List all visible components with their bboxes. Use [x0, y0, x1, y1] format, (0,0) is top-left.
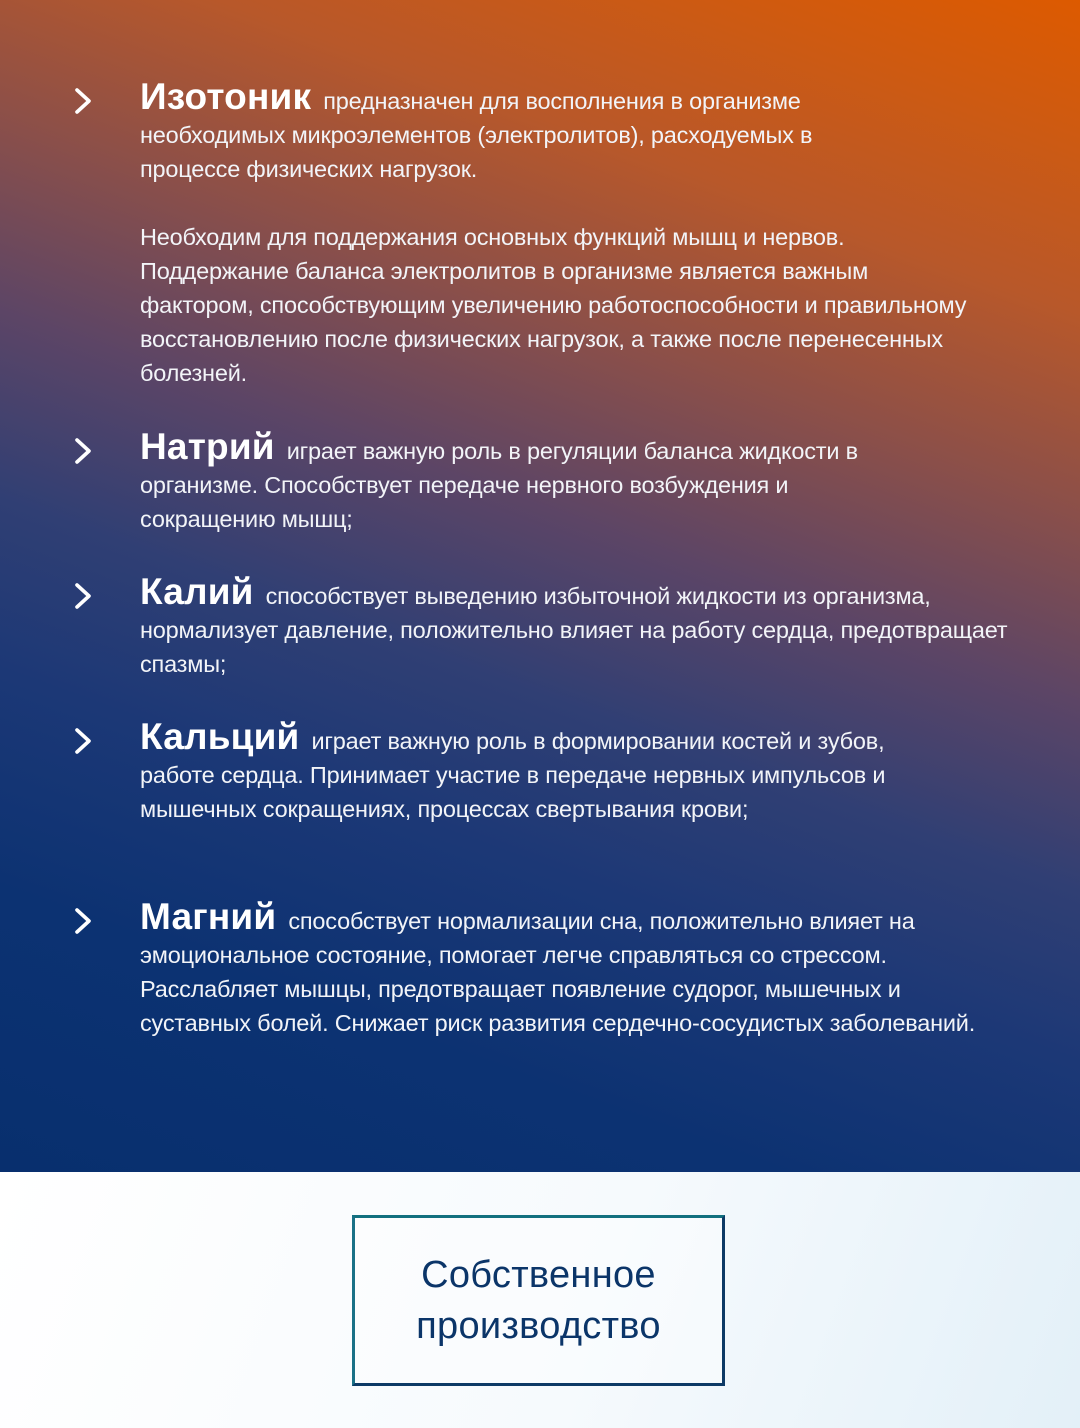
own-production-badge [352, 1215, 725, 1386]
item-text [140, 571, 1040, 681]
chevron-right-icon [68, 906, 98, 936]
item-text [140, 426, 920, 536]
chevron-right-icon [68, 436, 98, 466]
item-description: играет важную роль в формировании костей и зубов, работе сердца. Принимает участие в передаче нервных импульсов и мышечных сокращениях, процессах свертывания крови; [140, 728, 886, 822]
badge-line-2: производство [416, 1304, 661, 1347]
chevron-right-icon [68, 86, 98, 116]
item-description: играет важную роль в регуляции баланса жидкости в организме. Способствует передаче нервного возбуждения и сокращению мышц; [140, 438, 858, 532]
item-term: Магний [140, 896, 277, 937]
badge-line-1: Собственное [421, 1253, 656, 1296]
chevron-right-icon [68, 726, 98, 756]
item-description: способствует нормализации сна, положительно влияет на эмоциональное состояние, помогает легче справляться со стрессом. Расслабляет мышцы, предотвращает появление судорог, мышечных и суставных болей. Снижает риск развития сердечно-сосудистых заболеваний. [140, 908, 976, 1036]
item-term: Натрий [140, 426, 275, 467]
item-description: способствует выведению избыточной жидкости из организма, нормализует давление, положительно влияет на работу сердца, предотвращает спазмы; [140, 583, 1008, 677]
footer-section [0, 1172, 1080, 1428]
item-term: Калий [140, 571, 254, 612]
item-extra-paragraph: Необходим для поддержания основных функций мышц и нервов. Поддержание баланса электролитов в организме является важным фактором, способствующим увеличению работоспособности и правильному восстановлению после физических нагрузок, а также после перенесенных болезней. [140, 224, 967, 386]
item-text [140, 716, 920, 826]
chevron-right-icon [68, 581, 98, 611]
item-description: предназначен для восполнения в организме необходимых микроэлементов (электролитов), расходуемых в процессе физических нагрузок. [140, 88, 813, 182]
item-term: Кальций [140, 716, 300, 757]
item-term: Изотоник [140, 76, 312, 117]
badge-label [359, 1250, 719, 1352]
item-text [140, 896, 1010, 1040]
item-text [140, 76, 967, 390]
